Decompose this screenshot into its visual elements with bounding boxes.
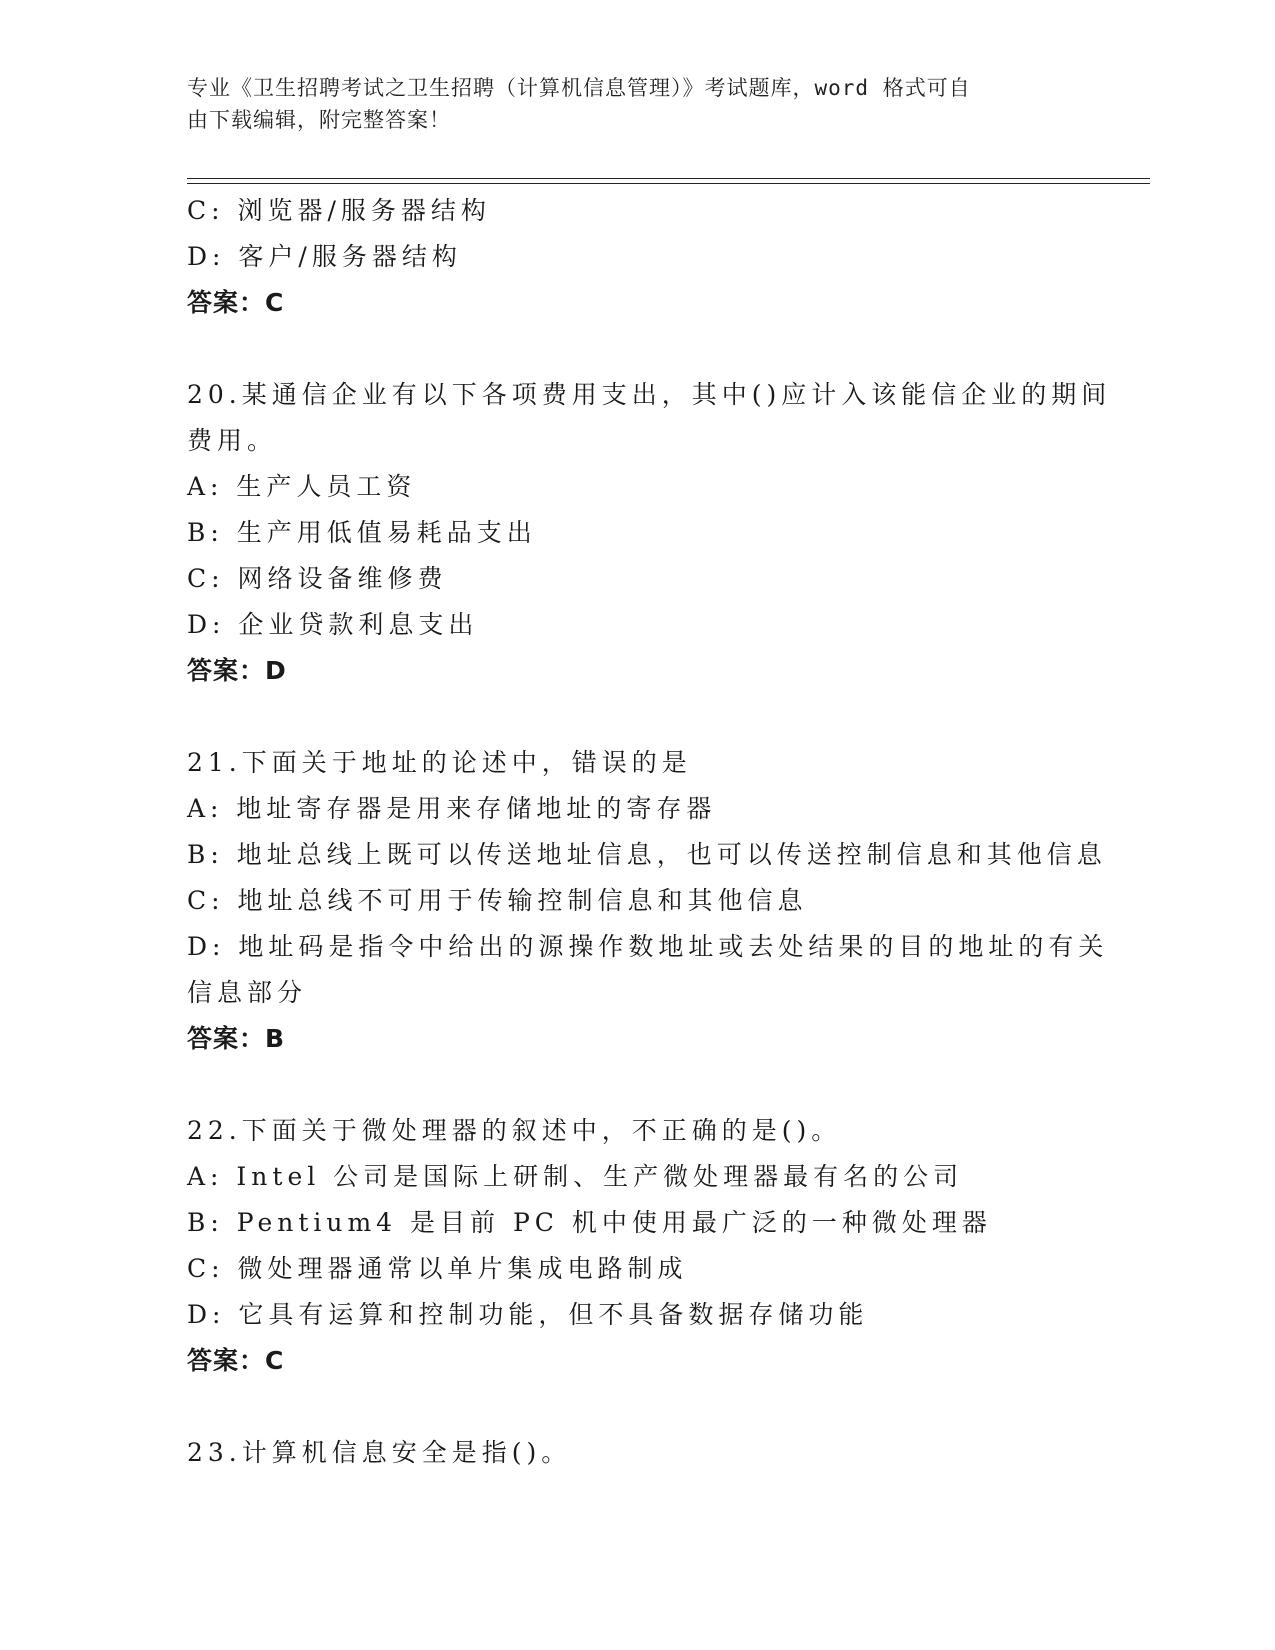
document-header (187, 72, 1067, 136)
option-b: B: 地址总线上既可以传送地址信息，也可以传送控制信息和其他信息 (187, 840, 1107, 869)
option-d: D: 它具有运算和控制功能，但不具备数据存储功能 (187, 1300, 869, 1329)
spacer (187, 694, 1087, 740)
option-c: C: 网络设备维修费 (187, 564, 448, 593)
header-rule-bottom (187, 183, 1150, 184)
option-c: C: 地址总线不可用于传输控制信息和其他信息 (187, 886, 808, 915)
option-b: B: Pentium4 是目前 PC 机中使用最广泛的一种微处理器 (187, 1208, 992, 1237)
answer: 答案：B (187, 1024, 286, 1053)
question-21 (187, 740, 1109, 1062)
question-20 (187, 372, 1112, 694)
question-19-continuation (187, 188, 1087, 326)
option-c: C: 微处理器通常以单片集成电路制成 (187, 1254, 688, 1283)
question-stem: 22.下面关于微处理器的叙述中，不正确的是()。 (187, 1116, 842, 1145)
document-body (187, 188, 1112, 1476)
answer: 答案：C (187, 1346, 285, 1375)
option-c: C: 浏览器/服务器结构 (187, 196, 491, 225)
option-d-cont: 信息部分 (187, 978, 308, 1007)
header-line-2: 由下载编辑，附完整答案！ (187, 108, 451, 132)
answer: 答案：C (187, 288, 285, 317)
header-rule-top (187, 178, 1150, 179)
question-stem-cont: 费用。 (187, 426, 278, 455)
option-a: A: 地址寄存器是用来存储地址的寄存器 (187, 794, 717, 823)
spacer (187, 1062, 1087, 1108)
option-d: D: 客户/服务器结构 (187, 242, 462, 271)
option-d: D: 企业贷款利息支出 (187, 610, 479, 639)
header-line-1: 专业《卫生招聘考试之卫生招聘（计算机信息管理）》考试题库，word 格式可自 (187, 76, 971, 100)
option-b: B: 生产用低值易耗品支出 (187, 518, 537, 547)
question-22 (187, 1108, 1087, 1384)
option-a: A: Intel 公司是国际上研制、生产微处理器最有名的公司 (187, 1162, 964, 1191)
spacer (187, 1384, 1087, 1430)
option-d: D: 地址码是指令中给出的源操作数地址或去处结果的目的地址的有关 (187, 932, 1109, 961)
answer: 答案：D (187, 656, 287, 685)
option-a: A: 生产人员工资 (187, 472, 417, 501)
question-stem: 20.某通信企业有以下各项费用支出，其中()应计入该能信企业的期间 (187, 380, 1112, 409)
spacer (187, 326, 1087, 372)
question-stem: 23.计算机信息安全是指()。 (187, 1438, 572, 1467)
question-23 (187, 1430, 1087, 1476)
question-stem: 21.下面关于地址的论述中，错误的是 (187, 748, 692, 777)
